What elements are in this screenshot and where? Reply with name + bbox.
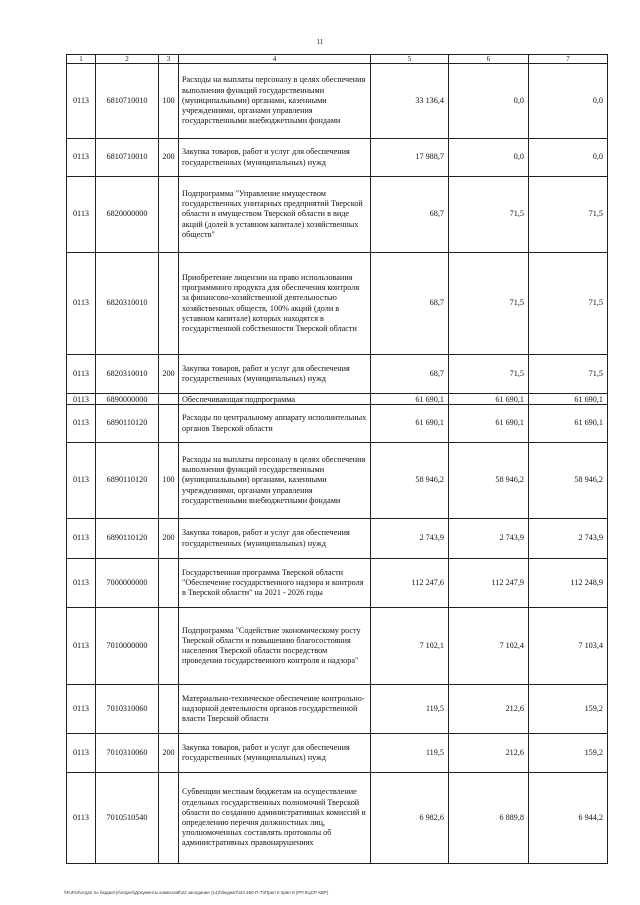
header-cell-3: 3 [159, 55, 179, 64]
amount-2024-cell: 68,7 [371, 177, 449, 253]
description-cell: Государственная программа Тверской области "Обеспечение государственного надзора и контроля в Тверской области" на 2021 - 2026 годы [179, 559, 371, 608]
description-cell: Подпрограмма "Содействие экономическому росту Тверской области и повышению благосостояния населения Тверской области посредством проведения государственного контроля и надзора" [179, 608, 371, 685]
table-row [67, 443, 608, 519]
amount-2024-cell: 68,7 [371, 253, 449, 355]
amount-2025-cell: 212,6 [449, 685, 529, 734]
amount-2024-cell: 6 982,6 [371, 773, 449, 864]
kvr-cell: 100 [159, 64, 179, 139]
section-cell: 0113 [67, 443, 96, 519]
table-row [67, 405, 608, 443]
amount-2025-cell: 58 946,2 [449, 443, 529, 519]
description-cell: Расходы по центральному аппарату исполнительных органов Тверской области [179, 405, 371, 443]
kcsr-cell: 7010310060 [96, 734, 159, 773]
amount-2025-cell: 2 743,9 [449, 519, 529, 559]
amount-2026-cell: 71,5 [529, 253, 608, 355]
amount-2025-cell: 7 102,4 [449, 608, 529, 685]
amount-2026-cell: 71,5 [529, 177, 608, 253]
amount-2026-cell: 61 690,1 [529, 405, 608, 443]
header-cell-4: 4 [179, 55, 371, 64]
amount-2025-cell: 61 690,1 [449, 394, 529, 405]
kcsr-cell: 7010510540 [96, 773, 159, 864]
description-cell: Закупка товаров, работ и услуг для обеспечения государственных (муниципальных) нужд [179, 519, 371, 559]
description-cell: Расходы на выплаты персоналу в целях обеспечения выполнения функций государственными (муниципальными) органами, казенными учреждениями, органами управления государственными внебюджетными фондами [179, 64, 371, 139]
amount-2024-cell: 68,7 [371, 355, 449, 394]
kcsr-cell: 6820310010 [96, 355, 159, 394]
amount-2026-cell: 58 946,2 [529, 443, 608, 519]
kcsr-cell: 7010000000 [96, 608, 159, 685]
kvr-cell [159, 177, 179, 253]
table-row [67, 253, 608, 355]
amount-2025-cell: 61 690,1 [449, 405, 529, 443]
footer-file-path: \\FuFin\\отдел по бюджету\\отдел\\Документы комиссий\\24 заседание (14)\\бюджет\\24 460-П-7\\Прил 5 прил 8 (РП КЦСР КВР) [64, 890, 329, 895]
kvr-cell [159, 608, 179, 685]
table-row [67, 608, 608, 685]
amount-2026-cell: 112 248,9 [529, 559, 608, 608]
header-cell-7: 7 [529, 55, 608, 64]
amount-2024-cell: 2 743,9 [371, 519, 449, 559]
kcsr-cell: 7010310060 [96, 685, 159, 734]
header-cell-5: 5 [371, 55, 449, 64]
description-cell: Обеспечивающая подпрограмма [179, 394, 371, 405]
section-cell: 0113 [67, 139, 96, 177]
amount-2026-cell: 71,5 [529, 355, 608, 394]
amount-2025-cell: 0,0 [449, 64, 529, 139]
kcsr-cell: 6890000000 [96, 394, 159, 405]
kcsr-cell: 6890110120 [96, 519, 159, 559]
amount-2026-cell: 6 944,2 [529, 773, 608, 864]
section-cell: 0113 [67, 519, 96, 559]
table-row [67, 734, 608, 773]
description-cell: Субвенции местным бюджетам на осуществление отдельных государственных полномочий Тверской области по созданию административных комиссий и определению перечня должностных лиц, уполномоченных составлять протоколы об административных правонарушениях [179, 773, 371, 864]
section-cell: 0113 [67, 355, 96, 394]
table-row [67, 177, 608, 253]
kvr-cell: 200 [159, 139, 179, 177]
amount-2024-cell: 33 136,4 [371, 64, 449, 139]
description-cell: Закупка товаров, работ и услуг для обеспечения государственных (муниципальных) нужд [179, 734, 371, 773]
amount-2024-cell: 119,5 [371, 734, 449, 773]
description-cell: Расходы на выплаты персоналу в целях обеспечения выполнения функций государственными (муниципальными) органами, казенными учреждениями, органами управления государственными внебюджетными фондами [179, 443, 371, 519]
table-row [67, 559, 608, 608]
table-row [67, 773, 608, 864]
table-row [67, 64, 608, 139]
kcsr-cell: 6810710010 [96, 139, 159, 177]
kcsr-cell: 6820310010 [96, 253, 159, 355]
amount-2026-cell: 0,0 [529, 139, 608, 177]
section-cell: 0113 [67, 773, 96, 864]
kvr-cell: 200 [159, 734, 179, 773]
header-cell-2: 2 [96, 55, 159, 64]
header-cell-1: 1 [67, 55, 96, 64]
header-cell-6: 6 [449, 55, 529, 64]
kcsr-cell: 7000000000 [96, 559, 159, 608]
amount-2025-cell: 71,5 [449, 177, 529, 253]
description-cell: Материально-техническое обеспечение контрольно-надзорной деятельности органов государственной власти Тверской области [179, 685, 371, 734]
amount-2026-cell: 159,2 [529, 685, 608, 734]
kcsr-cell: 6890110120 [96, 443, 159, 519]
budget-table [66, 54, 608, 864]
section-cell: 0113 [67, 394, 96, 405]
amount-2026-cell: 0,0 [529, 64, 608, 139]
page-number: 11 [316, 38, 324, 46]
amount-2025-cell: 71,5 [449, 253, 529, 355]
table-row [67, 519, 608, 559]
amount-2024-cell: 7 102,1 [371, 608, 449, 685]
section-cell: 0113 [67, 608, 96, 685]
section-cell: 0113 [67, 405, 96, 443]
kvr-cell: 200 [159, 519, 179, 559]
table-row [67, 139, 608, 177]
kcsr-cell: 6890110120 [96, 405, 159, 443]
amount-2024-cell: 58 946,2 [371, 443, 449, 519]
amount-2026-cell: 2 743,9 [529, 519, 608, 559]
section-cell: 0113 [67, 253, 96, 355]
kvr-cell [159, 405, 179, 443]
amount-2024-cell: 17 988,7 [371, 139, 449, 177]
amount-2025-cell: 71,5 [449, 355, 529, 394]
kvr-cell [159, 685, 179, 734]
table-row [67, 685, 608, 734]
kvr-cell [159, 773, 179, 864]
amount-2025-cell: 112 247,9 [449, 559, 529, 608]
amount-2025-cell: 6 889,8 [449, 773, 529, 864]
kvr-cell [159, 253, 179, 355]
description-cell: Закупка товаров, работ и услуг для обеспечения государственных (муниципальных) нужд [179, 355, 371, 394]
table-header-row [67, 55, 608, 64]
amount-2024-cell: 119,5 [371, 685, 449, 734]
kvr-cell: 100 [159, 443, 179, 519]
amount-2026-cell: 61 690,1 [529, 394, 608, 405]
amount-2025-cell: 0,0 [449, 139, 529, 177]
amount-2026-cell: 7 103,4 [529, 608, 608, 685]
section-cell: 0113 [67, 685, 96, 734]
amount-2025-cell: 212,6 [449, 734, 529, 773]
kvr-cell: 200 [159, 355, 179, 394]
table-row [67, 355, 608, 394]
amount-2024-cell: 61 690,1 [371, 394, 449, 405]
kvr-cell [159, 394, 179, 405]
section-cell: 0113 [67, 559, 96, 608]
section-cell: 0113 [67, 734, 96, 773]
section-cell: 0113 [67, 64, 96, 139]
description-cell: Подпрограмма "Управление имуществом государственных унитарных предприятий Тверской области и имуществом Тверской области в виде акций (долей в уставном капитале) хозяйственных обществ" [179, 177, 371, 253]
description-cell: Закупка товаров, работ и услуг для обеспечения государственных (муниципальных) нужд [179, 139, 371, 177]
amount-2026-cell: 159,2 [529, 734, 608, 773]
amount-2024-cell: 61 690,1 [371, 405, 449, 443]
description-cell: Приобретение лицензии на право использования программного продукта для обеспечения контроля за финансово-хозяйственной деятельностью хозяйственных обществ, 100% акций (доли в уставном капитале) которых находятся в государственной собственности Тверской области [179, 253, 371, 355]
kvr-cell [159, 559, 179, 608]
section-cell: 0113 [67, 177, 96, 253]
kcsr-cell: 6810710010 [96, 64, 159, 139]
amount-2024-cell: 112 247,6 [371, 559, 449, 608]
kcsr-cell: 6820000000 [96, 177, 159, 253]
table-row [67, 394, 608, 405]
